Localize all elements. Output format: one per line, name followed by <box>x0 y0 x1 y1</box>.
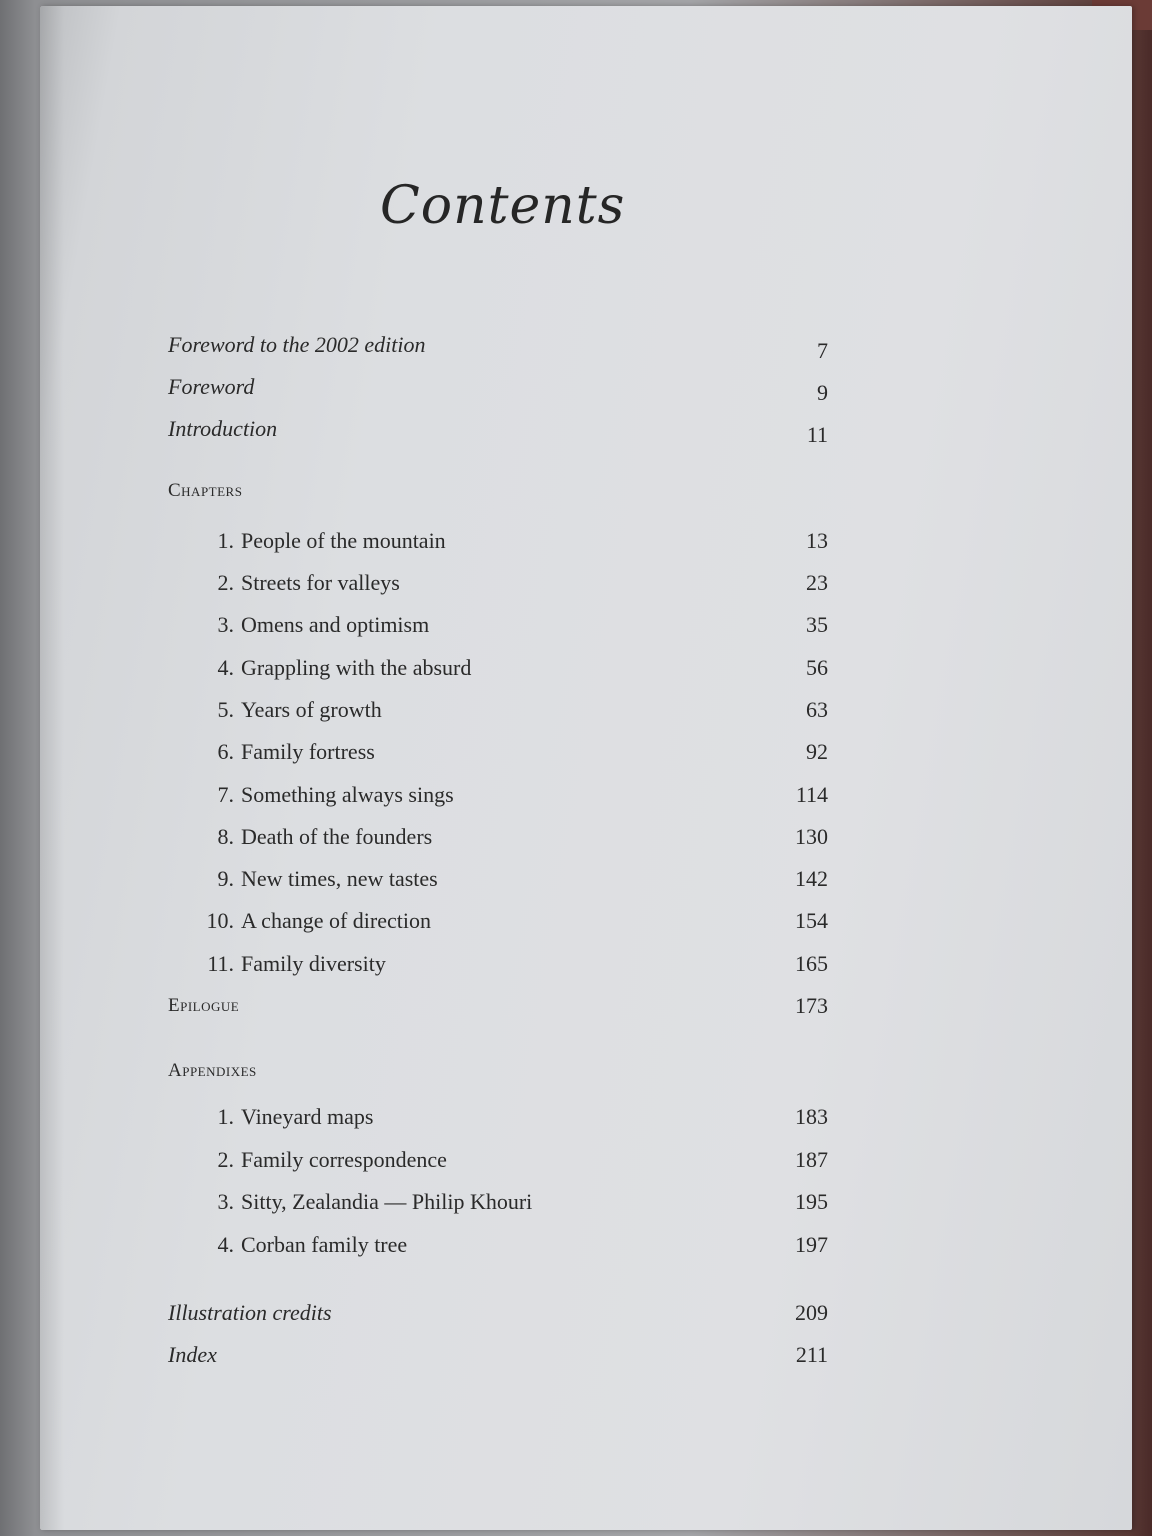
chapter-entry <box>168 735 828 769</box>
chapter-page: 142 <box>795 866 828 891</box>
chapter-number: 6. <box>217 739 234 764</box>
appendix-page: 187 <box>795 1147 828 1172</box>
chapter-page: 165 <box>795 951 828 976</box>
chapter-number: 9. <box>217 866 234 891</box>
toc-entry-page: 11 <box>806 422 828 447</box>
toc-entry-page: 173 <box>795 993 828 1018</box>
appendix-page: 195 <box>795 1189 828 1214</box>
appendix-page: 183 <box>795 1104 828 1129</box>
toc-entry-page: 209 <box>795 1300 828 1325</box>
toc-entry-foreword <box>168 370 828 404</box>
chapter-page: 154 <box>795 908 828 933</box>
chapter-entry <box>168 608 828 642</box>
chapter-number: 3. <box>217 612 234 637</box>
toc-entry-label: Illustration credits <box>168 1300 332 1325</box>
toc-entry-introduction <box>168 412 828 446</box>
appendix-title: Sitty, Zealandia — Philip Khouri <box>241 1189 533 1214</box>
chapter-title: Something always sings <box>241 782 454 807</box>
toc-entry-label: Epilogue <box>168 995 240 1016</box>
appendix-number: 4. <box>217 1232 234 1257</box>
appendix-number: 2. <box>217 1147 234 1172</box>
chapter-number: 10. <box>206 908 234 933</box>
chapter-page: 35 <box>806 612 828 637</box>
toc-entry-label: Foreword to the 2002 edition <box>168 332 426 357</box>
chapter-entry <box>168 778 828 812</box>
chapter-title: Death of the founders <box>241 824 433 849</box>
book-page <box>40 6 1132 1530</box>
toc-entry-index <box>168 1338 828 1372</box>
chapter-entry <box>168 693 828 727</box>
chapter-title: People of the mountain <box>241 528 446 553</box>
chapter-entry <box>168 651 828 685</box>
chapter-page: 23 <box>806 570 828 595</box>
chapter-title: Years of growth <box>241 697 382 722</box>
appendix-number: 3. <box>217 1189 234 1214</box>
appendix-entry <box>168 1228 828 1262</box>
chapter-title: Family fortress <box>241 739 375 764</box>
chapter-number: 4. <box>217 655 234 680</box>
chapter-title: Family diversity <box>241 951 386 976</box>
chapter-page: 63 <box>806 697 828 722</box>
appendix-number: 1. <box>217 1104 234 1129</box>
appendix-page: 197 <box>795 1232 828 1257</box>
toc-entry-illustration-credits <box>168 1296 828 1330</box>
chapter-title: Streets for valleys <box>241 570 400 595</box>
chapter-title: New times, new tastes <box>241 866 438 891</box>
chapter-page: 13 <box>806 528 828 553</box>
chapter-page: 130 <box>795 824 828 849</box>
appendix-entry <box>168 1185 828 1219</box>
toc-entry-epilogue <box>168 989 828 1023</box>
chapter-entry <box>168 862 828 896</box>
toc-entry-page: 9 <box>817 380 828 405</box>
chapter-entry <box>168 904 828 938</box>
chapter-title: A change of direction <box>241 908 431 933</box>
toc-entry-page: 211 <box>795 1342 828 1367</box>
appendix-title: Corban family tree <box>241 1232 408 1257</box>
chapter-number: 7. <box>217 782 234 807</box>
chapter-entry <box>168 524 828 558</box>
toc-entry-label: Foreword <box>168 374 255 399</box>
toc-entry-label: Introduction <box>168 416 278 441</box>
chapter-title: Omens and optimism <box>241 612 430 637</box>
chapter-page: 56 <box>806 655 828 680</box>
toc-entry-foreword-2002 <box>168 328 828 362</box>
appendix-title: Vineyard maps <box>241 1104 374 1129</box>
chapter-entry <box>168 820 828 854</box>
appendixes-heading: Appendixes <box>168 1060 257 1081</box>
chapter-page: 92 <box>806 739 828 764</box>
toc-entry-page: 7 <box>817 338 828 363</box>
chapter-number: 11. <box>207 951 234 976</box>
chapter-entry <box>168 947 828 981</box>
chapter-title: Grappling with the absurd <box>241 655 472 680</box>
chapter-entry <box>168 566 828 600</box>
appendix-title: Family correspondence <box>241 1147 447 1172</box>
chapters-heading: Chapters <box>168 480 243 501</box>
chapter-number: 1. <box>217 528 234 553</box>
toc-entry-label: Index <box>168 1342 217 1367</box>
appendix-entry <box>168 1143 828 1177</box>
chapter-number: 5. <box>217 697 234 722</box>
chapter-page: 114 <box>795 782 828 807</box>
page-title: Contents <box>380 176 626 236</box>
chapter-number: 2. <box>217 570 234 595</box>
appendix-entry <box>168 1100 828 1134</box>
chapter-number: 8. <box>217 824 234 849</box>
